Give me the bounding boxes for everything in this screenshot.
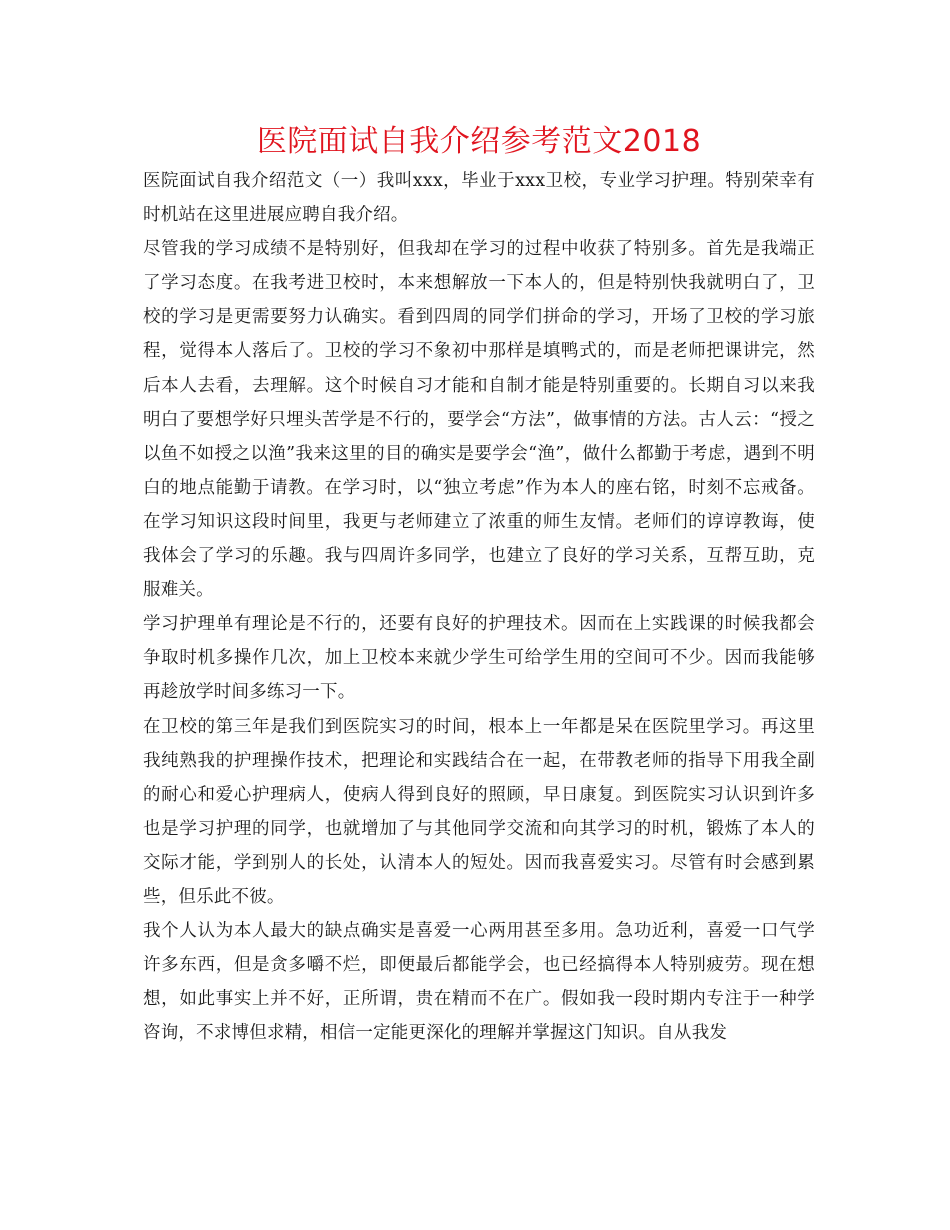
document-page: [143, 120, 815, 1050]
paragraph-internship: 在卫校的第三年是我们到医院实习的时间，根本上一年都是呆在医院里学习。再这里我纯熟我的护理操作技术，把理论和实践结合在一起，在带教老师的指导下用我全副的耐心和爱心护理病人，使病人得到良好的照顾，早日康复。到医院实习认识到许多也是学习护理的同学，也就增加了与其他同学交流和向其学习的时机，锻炼了本人的交际才能，学到别人的长处，认清本人的短处。因而我喜爱实习。尽管有时会感到累些，但乐此不彼。: [143, 716, 815, 907]
paragraph-study-attitude: 尽管我的学习成绩不是特别好，但我却在学习的过程中收获了特别多。首先是我端正了学习态度。在我考进卫校时，本来想解放一下本人的，但是特别快我就明白了，卫校的学习是更需要努力认确实。看到四周的同学们拼命的学习，开场了卫校的学习旅程，觉得本人落后了。卫校的学习不象初中那样是填鸭式的，而是老师把课讲完，然后本人去看，去理解。这个时候自习才能和自制才能是特别重要的。长期自习以来我明白了要想学好只埋头苦学是不行的，要学会“方法”，做事情的方法。古人云：“授之以鱼不如授之以渔”我来这里的目的确实是要学会“渔”，做什么都勤于考虑，遇到不明白的地点能勤于请教。在学习时，以“独立考虑”作为本人的座右铭，时刻不忘戒备。在学习知识这段时间里，我更与老师建立了浓重的师生友情。老师们的谆谆教诲，使我体会了学习的乐趣。我与四周许多同学，也建立了良好的学习关系，互帮互助，克服难关。: [143, 239, 815, 601]
document-title: 医院面试自我介绍参考范文2018: [256, 124, 702, 159]
paragraph-nursing-practice: 学习护理单有理论是不行的，还要有良好的护理技术。因而在上实践课的时候我都会争取时机多操作几次，加上卫校本来就少学生可给学生用的空间可不少。因而我能够再趁放学时间多练习一下。: [143, 614, 815, 703]
paragraph-intro: 医院面试自我介绍范文（一）我叫xxx，毕业于xxx卫校，专业学习护理。特别荣幸有时机站在这里进展应聘自我介绍。: [143, 171, 815, 226]
paragraph-weakness: 我个人认为本人最大的缺点确实是喜爱一心两用甚至多用。急功近利，喜爱一口气学许多东西，但是贪多嚼不烂，即便最后都能学会，也已经搞得本人特别疲劳。现在想想，如此事实上并不好，正所谓，贵在精而不在广。假如我一段时期内专注于一种学咨询，不求博但求精，相信一定能更深化的理解并掌握这门知识。自从我发: [143, 921, 815, 1044]
